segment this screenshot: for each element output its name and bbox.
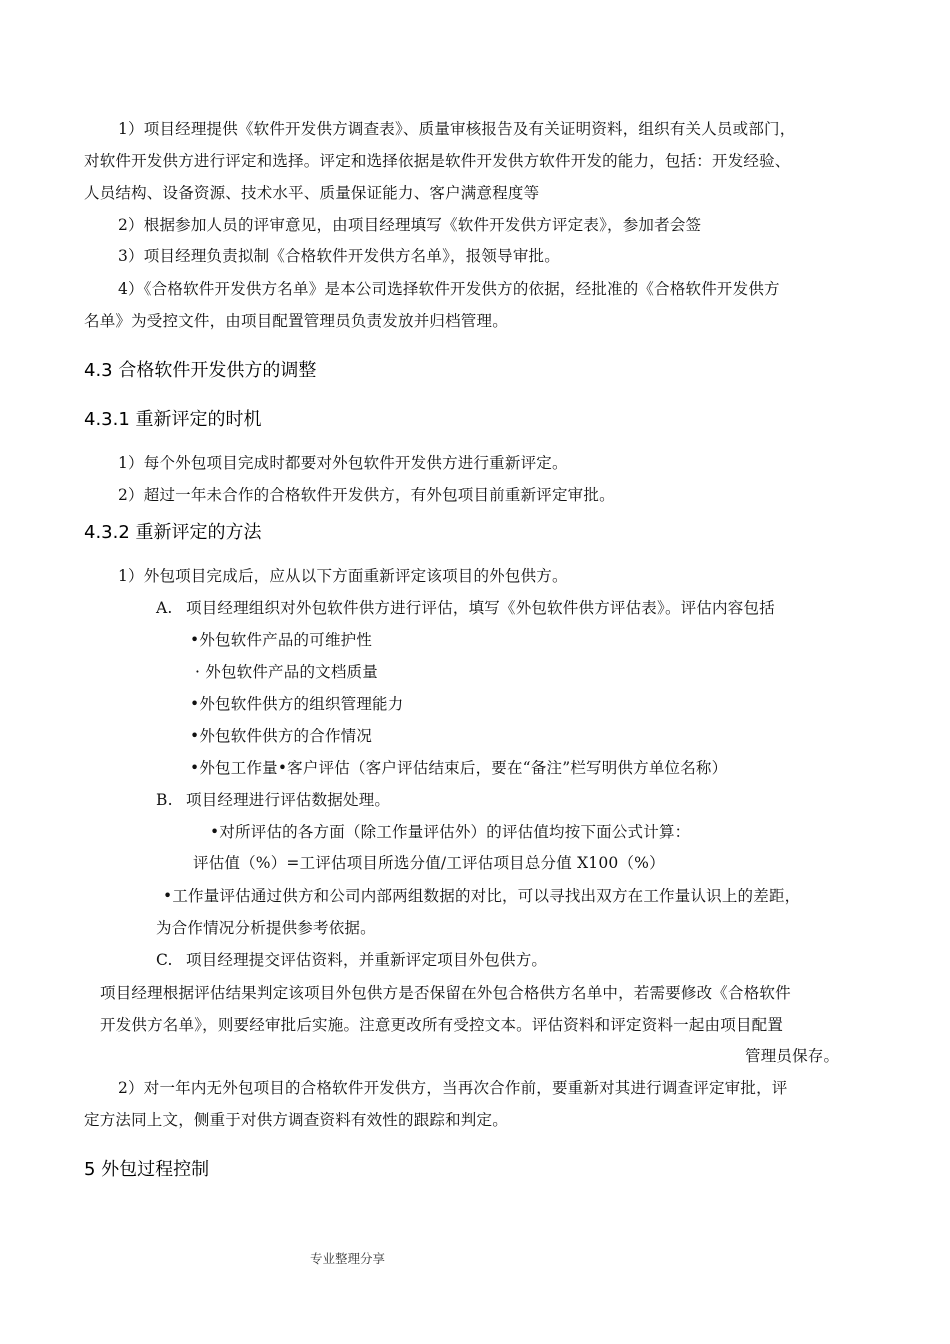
list-text-a: 项目经理组织对外包软件供方进行评估，填写《外包软件供方评估表》。评估内容包括 [186, 599, 775, 617]
section-heading-4-3-2: 4.3.2 重新评定的方法 [84, 522, 262, 543]
bullet-doc-quality: · 外包软件产品的文档质量 [195, 663, 378, 681]
sec42-item3: 3）项目经理负责拟制《合格软件开发供方名单》，报领导审批。 [118, 247, 560, 265]
sec42-item4-line2: 名单》为受控文件，由项目配置管理员负责发放并归档管理。 [84, 312, 508, 330]
list-label-a: A. [156, 599, 173, 617]
b-bullet-workload-line2: 为合作情况分析提供参考依据。 [156, 919, 376, 937]
b-bullet-workload-line1: •工作量评估通过供方和公司内部两组数据的对比，可以寻找出双方在工作量认识上的差距， [163, 887, 801, 905]
formula: 评估值（%）=工评估项目所选分值/工评估项目总分值 X100（%） [193, 854, 665, 872]
section-heading-5: 5 外包过程控制 [84, 1159, 210, 1180]
list-text-b: 项目经理进行评估数据处理。 [186, 791, 391, 809]
bullet-workload-customer: •外包工作量•客户评估（客户评估结束后，要在“备注”栏写明供方单位名称） [190, 759, 728, 777]
sec42-item1-line2: 对软件开发供方进行评定和选择。评定和选择依据是软件开发供方软件开发的能力，包括：开发经验、 [84, 152, 791, 170]
bullet-maintainability: •外包软件产品的可维护性 [190, 631, 373, 649]
sec42-item1-line3: 人员结构、设备资源、技术水平、质量保证能力、客户满意程度等 [84, 184, 540, 202]
list-label-c: C. [156, 951, 173, 969]
sec42-item4-line1: 4）《合格软件开发供方名单》是本公司选择软件开发供方的依据，经批准的《合格软件开发供方 [118, 280, 780, 298]
bullet-org-management: •外包软件供方的组织管理能力 [190, 695, 404, 713]
page-footer: 专业整理分享 [310, 1251, 386, 1266]
section-heading-4-3: 4.3 合格软件开发供方的调整 [84, 360, 317, 381]
list-text-c: 项目经理提交评估资料，并重新评定项目外包供方。 [186, 951, 548, 969]
sec42-item1-line1: 1）项目经理提供《软件开发供方调查表》、质量审核报告及有关证明资料，组织有关人员或部门， [118, 120, 796, 138]
result-para-line2: 开发供方名单》，则要经审批后实施。注意更改所有受控文本。评估资料和评定资料一起由项目配置 [100, 1016, 784, 1034]
list-label-b: B. [156, 791, 173, 809]
sec431-item2: 2）超过一年未合作的合格软件开发供方，有外包项目前重新评定审批。 [118, 486, 615, 504]
bullet-cooperation: •外包软件供方的合作情况 [190, 727, 373, 745]
sec432-item2-line1: 2）对一年内无外包项目的合格软件开发供方，当再次合作前，要重新对其进行调查评定审批，评 [118, 1079, 788, 1097]
b-bullet-formula-intro: •对所评估的各方面（除工作量评估外）的评估值均按下面公式计算： [210, 823, 691, 841]
result-para-line3: 管理员保存。 [745, 1047, 840, 1065]
section-heading-4-3-1: 4.3.1 重新评定的时机 [84, 409, 262, 430]
sec432-item1: 1）外包项目完成后，应从以下方面重新评定该项目的外包供方。 [118, 567, 568, 585]
sec42-item2: 2）根据参加人员的评审意见，由项目经理填写《软件开发供方评定表》，参加者会签 [118, 216, 702, 234]
result-para-line1: 项目经理根据评估结果判定该项目外包供方是否保留在外包合格供方名单中，若需要修改《合格软件 [100, 984, 791, 1002]
sec431-item1: 1）每个外包项目完成时都要对外包软件开发供方进行重新评定。 [118, 454, 568, 472]
sec432-item2-line2: 定方法同上文，侧重于对供方调查资料有效性的跟踪和判定。 [84, 1111, 508, 1129]
